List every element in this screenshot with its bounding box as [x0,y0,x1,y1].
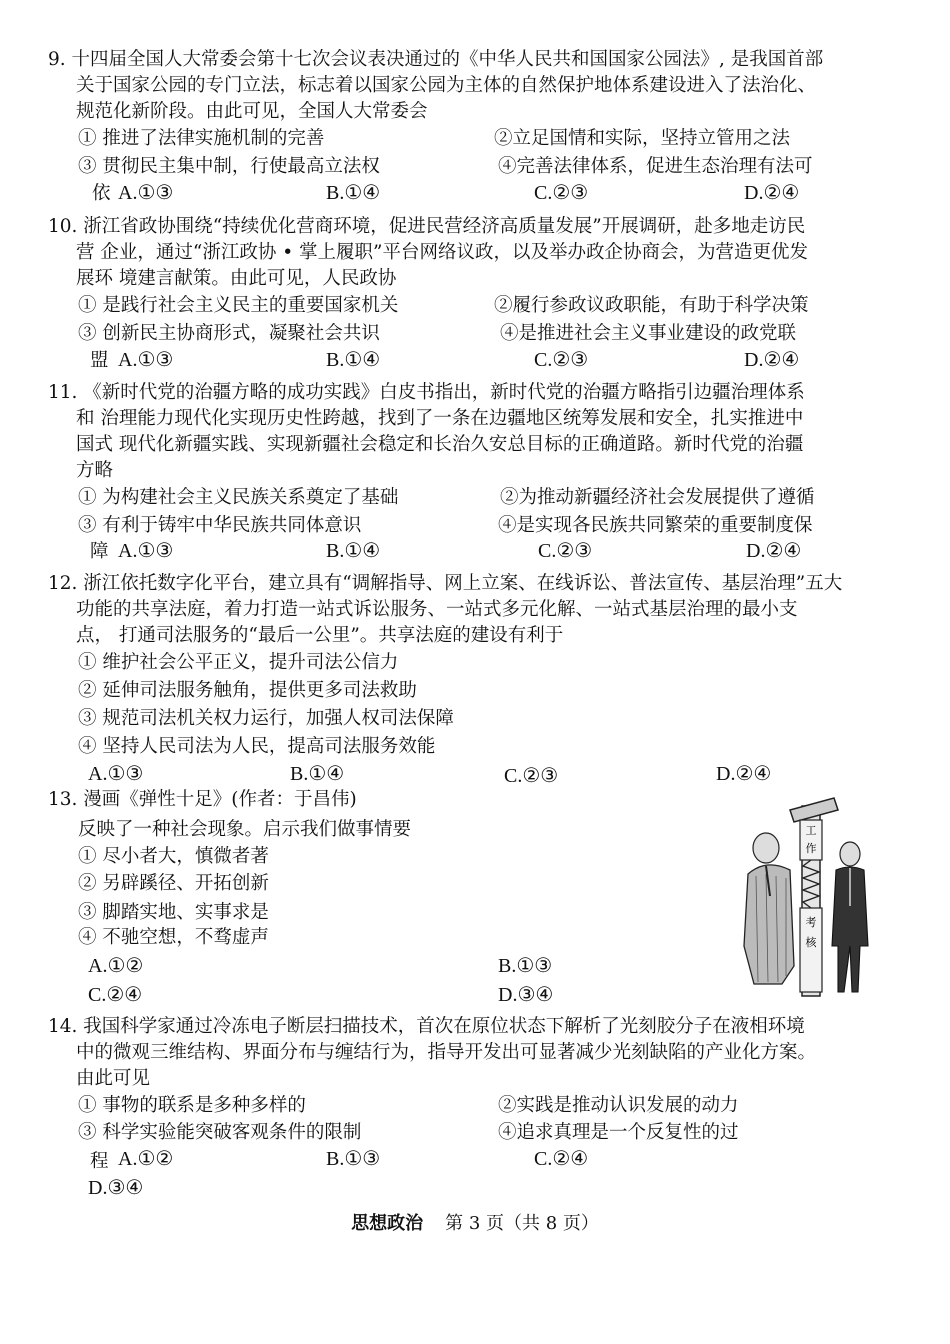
question-14-answer-c[interactable]: C.②④ [534,1148,589,1170]
question-10-option-3: ③ 创新民主协商形式，凝聚社会共识 [78,323,380,344]
question-9-stem-line-3: 规范化新阶段。由此可见，全国人大常委会 [76,101,428,122]
question-13-option-3: ③ 脚踏实地、实事求是 [78,902,269,923]
question-12-answer-b[interactable]: B.①④ [290,763,345,785]
question-11-option-4: ④是实现各民族共同繁荣的重要制度保 [498,515,813,536]
question-14-option-3: ③ 科学实验能突破客观条件的限制 [78,1122,362,1143]
question-11-option-3: ③ 有利于铸牢中华民族共同体意识 [78,515,362,536]
question-13-option-1: ① 尽小者大，慎微者著 [78,846,269,867]
question-14-option-4: ④追求真理是一个反复性的过 [498,1122,739,1143]
question-12-option-3: ③ 规范司法机关权力运行，加强人权司法保障 [78,708,454,729]
question-11-stem-line-1: 11. 《新时代党的治疆方略的成功实践》白皮书指出，新时代党的治疆方略指引边疆治理体系 [48,382,805,403]
question-11-answer-c[interactable]: C.②③ [538,540,593,562]
question-12-stem-line-3: 点， 打通司法服务的“最后一公里”。共享法庭的建设有利于 [76,625,564,646]
question-13-option-2: ② 另辟蹊径、开拓创新 [78,873,269,894]
question-12-option-4: ④ 坚持人民司法为人民，提高司法服务效能 [78,736,436,757]
question-9-option-3: ③ 贯彻民主集中制，行使最高立法权 [78,156,380,177]
question-10-option-4-wrap: 盟 [90,350,109,371]
question-12-option-1: ① 维护社会公平正义，提升司法公信力 [78,652,399,673]
question-9-answer-b[interactable]: B.①④ [326,182,381,204]
question-10-stem-line-3: 展环 境建言献策。由此可见，人民政协 [76,268,397,289]
question-9-option-2: ②立足国情和实际，坚持立管用之法 [494,128,791,149]
question-12-option-2: ② 延伸司法服务触角，提供更多司法救助 [78,680,417,701]
question-13-stem-line-1: 13. 漫画《弹性十足》(作者：于昌伟) [48,789,357,810]
question-12-stem-line-2: 功能的共享法庭，着力打造一站式诉讼服务、一站式多元化解、一站式基层治理的最小支 [76,599,798,620]
question-13-answer-b[interactable]: B.①③ [498,955,553,977]
question-11-answer-d[interactable]: D.②④ [746,540,802,562]
question-13-answer-a[interactable]: A.①② [88,955,144,977]
question-10-answer-a[interactable]: A.①③ [118,349,174,371]
question-12-answer-a[interactable]: A.①③ [88,763,144,785]
question-12-stem-line-1: 12. 浙江依托数字化平台，建立具有“调解指导、网上立案、在线诉讼、普法宣传、基层治理”五大 [48,573,843,594]
question-14-option-1: ① 事物的联系是多种多样的 [78,1095,306,1116]
question-10-option-4: ④是推进社会主义事业建设的政党联 [500,323,797,344]
question-14-stem-line-3: 由此可见 [76,1068,151,1089]
question-10-option-2: ②履行参政议政职能，有助于科学决策 [494,295,809,316]
question-10-answer-b[interactable]: B.①④ [326,349,381,371]
question-10-answer-d[interactable]: D.②④ [744,349,800,371]
cartoon-label-3: 考 [805,916,817,929]
question-11-answer-b[interactable]: B.①④ [326,540,381,562]
question-13-answer-d[interactable]: D.③④ [498,984,554,1006]
question-11-option-1: ① 为构建社会主义民族关系奠定了基础 [78,487,399,508]
subject-name: 思想政治 [351,1213,424,1234]
question-12-answer-c[interactable]: C.②③ [504,765,559,787]
question-14-answer-b[interactable]: B.①③ [326,1148,381,1170]
question-9-answer-d[interactable]: D.②④ [744,182,800,204]
question-12-answer-d[interactable]: D.②④ [716,763,772,785]
question-13-option-4: ④ 不驰空想，不骛虚声 [78,927,269,948]
question-14-stem-line-2: 中的微观三维结构、界面分布与缠结行为，指导开发出可显著减少光刻缺陷的产业化方案。 [76,1042,817,1063]
page-footer [0,1212,950,1236]
question-9-answer-c[interactable]: C.②③ [534,182,589,204]
page-number: 第 3 页（共 8 页） [445,1213,599,1234]
question-11-stem-line-2: 和 治理能力现代化实现历史性跨越，找到了一条在边疆地区统筹发展和安全，扎实推进中 [76,408,804,429]
question-9-answer-a[interactable]: A.①③ [118,182,174,204]
question-11-option-2: ②为推动新疆经济社会发展提供了遵循 [500,487,815,508]
question-14-stem-line-1: 14. 我国科学家通过冷冻电子断层扫描技术，首次在原位状态下解析了光刻胶分子在液相环境 [48,1016,805,1037]
question-9-option-4-wrap: 依 [92,183,111,204]
question-14-answer-d[interactable]: D.③④ [88,1177,144,1199]
question-14-answer-a[interactable]: A.①② [118,1148,174,1170]
cartoon-label-1: 工 [805,824,817,837]
cartoon-illustration [742,796,876,998]
question-9-stem-line-2: 关于国家公园的专门立法，标志着以国家公园为主体的自然保护地体系建设进入了法治化、 [76,75,817,96]
question-10-answer-c[interactable]: C.②③ [534,349,589,371]
question-9-option-4: ④完善法律体系，促进生态治理有法可 [498,156,813,177]
question-10-stem-line-1: 10. 浙江省政协围绕“持续优化营商环境，促进民营经济高质量发展”开展调研，赴多地走访民 [48,216,806,237]
question-14-option-2: ②实践是推动认识发展的动力 [498,1095,739,1116]
question-10-option-1: ① 是践行社会主义民主的重要国家机关 [78,295,399,316]
cartoon-label-4: 核 [805,936,817,949]
question-9-option-1: ① 推进了法律实施机制的完善 [78,128,325,149]
cartoon-label-2: 作 [805,842,817,855]
question-10-stem-line-2: 营 企业，通过“浙江政协 • 掌上履职”平台网络议政，以及举办政企协商会，为营造更优发 [76,242,808,263]
question-11-option-4-wrap: 障 [90,541,109,562]
question-11-stem-line-4: 方略 [76,460,114,481]
question-13-stem-line-2: 反映了一种社会现象。启示我们做事情要 [78,819,412,840]
question-13-answer-c[interactable]: C.②④ [88,984,143,1006]
question-11-stem-line-3: 国式 现代化新疆实践、实现新疆社会稳定和长治久安总目标的正确道路。新时代党的治疆 [76,434,804,455]
question-14-option-4-wrap: 程 [90,1151,109,1172]
question-11-answer-a[interactable]: A.①③ [118,540,174,562]
question-9-stem-line-1: 9. 十四届全国人大常委会第十七次会议表决通过的《中华人民共和国国家公园法》, 是我国首部 [48,49,824,70]
